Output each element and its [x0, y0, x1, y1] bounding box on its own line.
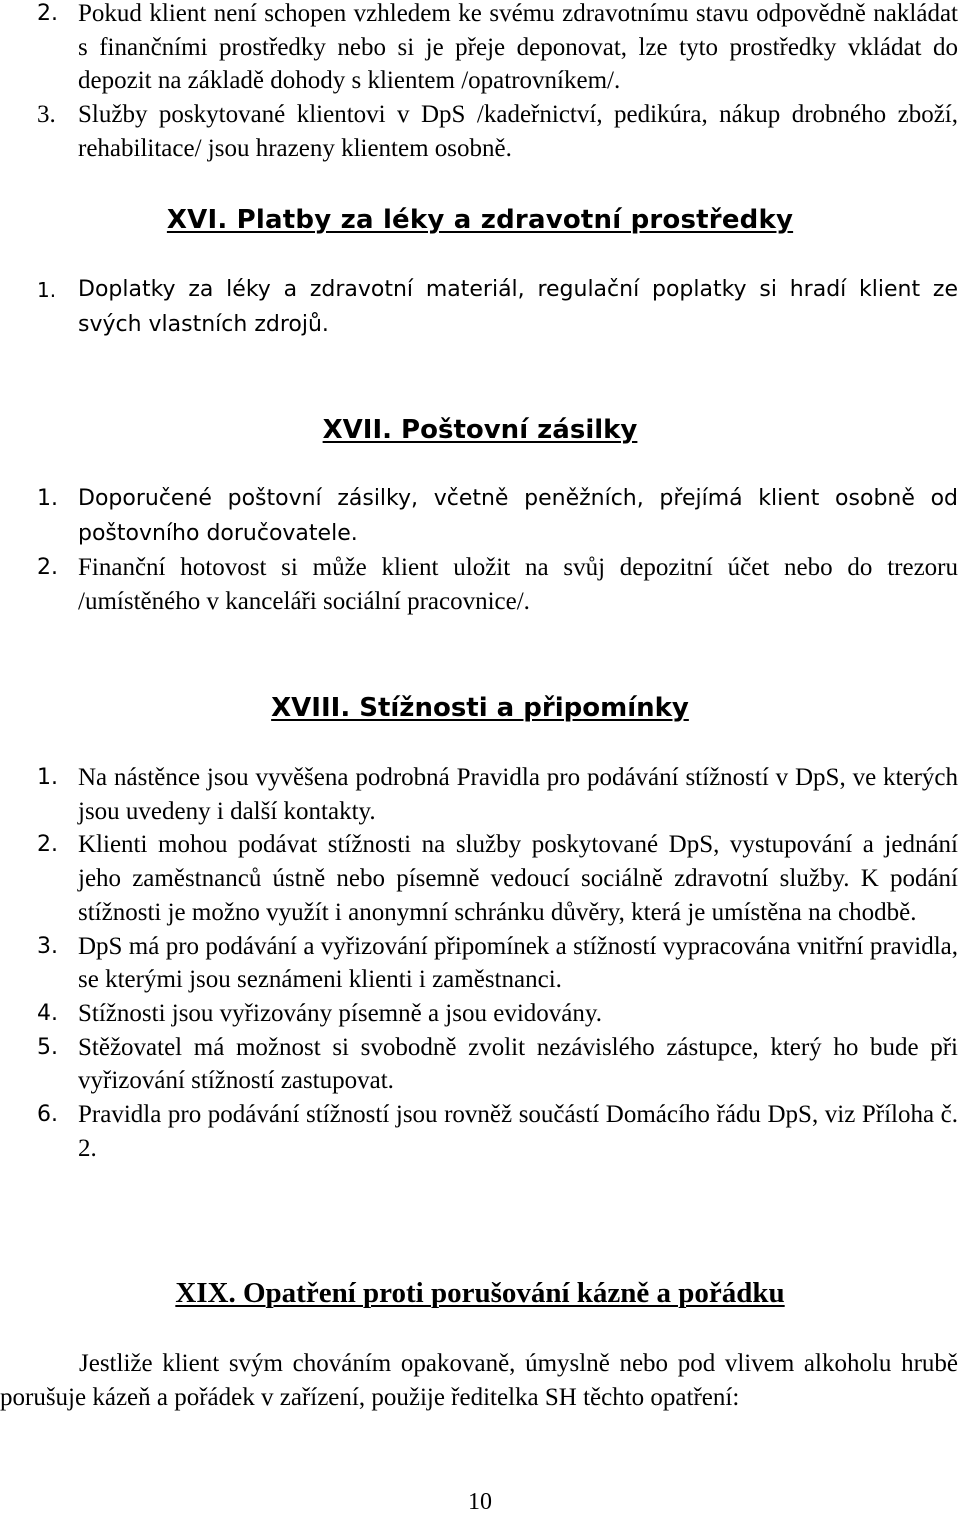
list-item	[0, 273, 960, 342]
item-number: 2.	[37, 1, 58, 26]
section-xvii-list	[0, 482, 960, 619]
list-item	[0, 0, 960, 98]
item-text: Doplatky za léky a zdravotní materiál, regulační poplatky si hradí klient ze svých vlastních zdrojů.	[78, 277, 958, 337]
item-text: Stěžovatel má možnost si svobodně zvolit nezávislého zástupce, který ho bude při vyřizování stížností zastupovat.	[78, 1033, 958, 1095]
item-text: Na nástěnce jsou vyvěšena podrobná Pravidla pro podávání stížností v DpS, ve kterých jsou uvedeny i další kontakty.	[78, 764, 958, 825]
list-item	[0, 1031, 960, 1098]
list-item	[0, 98, 960, 165]
item-text: Pravidla pro podávání stížností jsou rovněž součástí Domácího řádu DpS, viz Příloha č. 2.	[78, 1101, 958, 1162]
item-number: 5.	[37, 1034, 58, 1060]
item-number: 1.	[37, 486, 58, 511]
section-xix-heading: XIX. Opatření proti porušování kázně a pořádku	[175, 1277, 785, 1309]
item-number: 1.	[37, 765, 58, 790]
top-list	[0, 0, 960, 166]
list-item	[0, 997, 960, 1031]
item-text: Doporučené poštovní zásilky, včetně peněžních, přejímá klient osobně od poštovního doručovatele.	[78, 486, 958, 546]
page-number: 10	[468, 1489, 492, 1515]
item-text: Stížnosti jsou vyřizovány písemně a jsou evidovány.	[78, 999, 602, 1027]
item-number: 3.	[37, 101, 56, 129]
section-xvi-list	[0, 273, 960, 342]
item-number: 3.	[37, 933, 58, 959]
item-number: 2.	[37, 555, 58, 580]
item-text: DpS má pro podávání a vyřizování připomínek a stížností vypracována vnitřní pravidla, se kterými jsou seznámeni klienti i zaměstnanci.	[78, 932, 958, 994]
list-item	[0, 551, 960, 619]
section-xvi-heading: XVI. Platby za léky a zdravotní prostředky	[166, 205, 794, 235]
section-xix-paragraph: Jestliže klient svým chováním opakovaně, úmyslně nebo pod vlivem alkoholu hrubě porušuje kázeň a pořádek v zařízení, použije ředitelka SH těchto opatření:	[0, 1350, 958, 1411]
section-xvii-heading: XVII. Poštovní zásilky	[322, 415, 638, 445]
section-xviii-heading: XVIII. Stížnosti a připomínky	[271, 693, 689, 723]
section-xviii-list	[0, 761, 960, 1165]
item-text: Klienti mohou podávat stížnosti na služby poskytované DpS, vystupování a jednání jeho zaměstnanců ústně nebo písemně vedoucí sociálně zdravotní služby. K podání stížnosti je možno využít i anonymní schránku důvěry, která je umístěna na chodbě.	[78, 831, 958, 926]
list-item	[0, 1098, 960, 1165]
list-item	[0, 930, 960, 997]
item-number: 1.	[37, 278, 57, 302]
item-number: 2.	[37, 832, 58, 858]
list-item	[0, 761, 960, 828]
list-item	[0, 482, 960, 551]
item-number: 4.	[37, 1000, 58, 1026]
item-text: Služby poskytované klientovi v DpS /kadeřnictví, pedikúra, nákup drobného zboží, rehabilitace/ jsou hrazeny klientem osobně.	[78, 101, 958, 162]
item-text: Finanční hotovost si může klient uložit na svůj depozitní účet nebo do trezoru /umístěného v kanceláři sociální pracovnice/.	[78, 554, 958, 615]
list-item	[0, 828, 960, 929]
item-text: Pokud klient není schopen vzhledem ke svému zdravotnímu stavu odpovědně nakládat s finančními prostředky nebo si je přeje deponovat, lze tyto prostředky vkládat do depozit na základě dohody s klientem /opatrovníkem/.	[78, 0, 958, 95]
item-number: 6.	[37, 1102, 58, 1128]
